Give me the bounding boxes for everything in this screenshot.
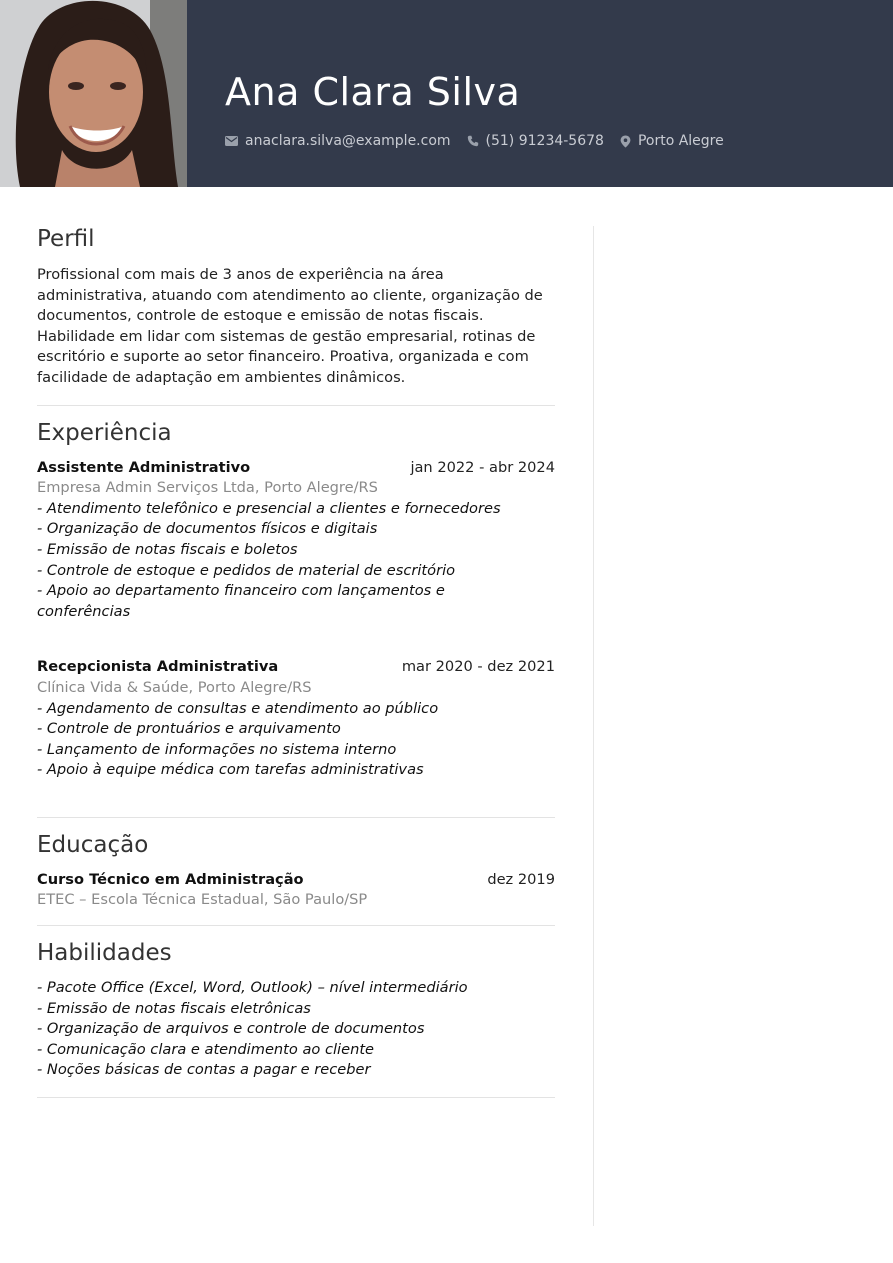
job-bullet: - Controle de estoque e pedidos de material de escritório — [37, 561, 456, 579]
job-title: Recepcionista Administrativa — [37, 658, 279, 676]
contact-location — [620, 133, 724, 149]
skill-item: - Emissão de notas fiscais eletrônicas — [37, 999, 311, 1017]
job-dates: jan 2022 - abr 2024 — [410, 458, 555, 476]
job-bullet: - Agendamento de consultas e atendimento ao público — [37, 699, 439, 717]
main-column — [37, 222, 555, 1098]
job-bullet: - Apoio ao departamento financeiro com lançamentos e conferências — [37, 582, 445, 620]
skill-item: - Comunicação clara e atendimento ao cliente — [37, 1040, 375, 1058]
profile-summary: Profissional com mais de 3 anos de experiência na área administrativa, atuando com atendimento ao cliente, organização de documentos, controle de estoque e emissão de notas fiscais. Habilidade em lidar com sistemas de gestão empresarial, rotinas de escritório e suporte ao setor financeiro. Proativa, organizada e com facilidade de adaptação em ambientes dinâmicos. — [37, 266, 543, 386]
experience-section — [37, 416, 555, 781]
section-divider — [37, 405, 555, 406]
location-text: Porto Alegre — [637, 133, 724, 149]
skills-section — [37, 936, 555, 1081]
job-entry — [37, 657, 555, 781]
section-divider — [37, 1097, 555, 1098]
section-title-experience: Experiência — [37, 419, 172, 446]
column-divider — [593, 226, 594, 1226]
job-company: Empresa Admin Serviços Ltda, Porto Alegre/RS — [37, 479, 378, 497]
job-bullet: - Atendimento telefônico e presencial a clientes e fornecedores — [37, 499, 501, 517]
contact-row — [225, 131, 740, 151]
contact-phone[interactable] — [467, 133, 604, 149]
course-title: Curso Técnico em Administração — [37, 870, 304, 888]
section-divider — [37, 817, 555, 818]
skill-item: - Organização de arquivos e controle de documentos — [37, 1020, 425, 1038]
location-pin-icon — [620, 135, 631, 148]
education-entry — [37, 870, 555, 911]
profile-photo-image — [0, 0, 187, 187]
job-dates: mar 2020 - dez 2021 — [401, 658, 555, 676]
email-text: anaclara.silva@example.com — [245, 133, 451, 149]
section-title-skills: Habilidades — [37, 940, 172, 967]
job-entry — [37, 458, 555, 623]
profile-section — [37, 222, 555, 389]
course-date: dez 2019 — [487, 870, 555, 888]
job-bullet: - Controle de prontuários e arquivamento — [37, 720, 341, 738]
job-bullet: - Apoio à equipe médica com tarefas administrativas — [37, 761, 424, 779]
candidate-name: Ana Clara Silva — [225, 70, 521, 114]
section-divider — [37, 925, 555, 926]
job-title: Assistente Administrativo — [37, 458, 251, 476]
mail-icon — [225, 136, 238, 146]
job-bullet: - Organização de documentos físicos e digitais — [37, 520, 378, 538]
contact-email[interactable] — [225, 133, 451, 149]
job-bullet: - Lançamento de informações no sistema interno — [37, 740, 397, 758]
phone-text: (51) 91234-5678 — [485, 133, 604, 149]
skill-item: - Noções básicas de contas a pagar e receber — [37, 1061, 371, 1079]
school-name: ETEC – Escola Técnica Estadual, São Paulo/SP — [37, 891, 368, 909]
education-section — [37, 828, 555, 911]
phone-icon — [467, 135, 479, 147]
resume-header — [0, 0, 893, 187]
section-title-education: Educação — [37, 831, 149, 858]
job-company: Clínica Vida & Saúde, Porto Alegre/RS — [37, 678, 312, 696]
section-title-profile: Perfil — [37, 226, 95, 252]
skill-item: - Pacote Office (Excel, Word, Outlook) – nível intermediário — [37, 979, 468, 997]
profile-photo — [0, 0, 187, 187]
job-bullet: - Emissão de notas fiscais e boletos — [37, 540, 298, 558]
